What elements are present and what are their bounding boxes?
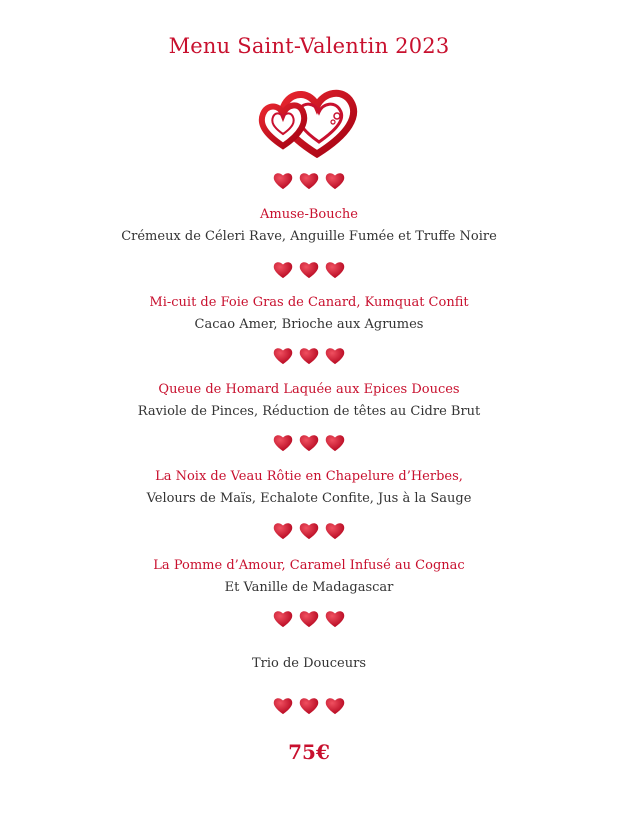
- heart-icon: [324, 346, 346, 366]
- heart-icon: [324, 521, 346, 541]
- heart-icon: [272, 609, 294, 629]
- heart-icon: [298, 433, 320, 453]
- heart-divider: [0, 521, 618, 541]
- heart-icon: [272, 696, 294, 716]
- heart-divider: [0, 346, 618, 366]
- heart-divider: [0, 171, 618, 191]
- course-title: Mi-cuit de Foie Gras de Canard, Kumquat Confit: [149, 295, 469, 310]
- heart-icon: [272, 260, 294, 280]
- heart-icon: [272, 171, 294, 191]
- course-description: Crémeux de Céleri Rave, Anguille Fumée et Truffe Noire: [121, 229, 497, 244]
- course-description: Trio de Douceurs: [251, 656, 366, 671]
- course-title: La Pomme d’Amour, Caramel Infusé au Cognac: [153, 558, 465, 573]
- course-veau: [0, 466, 618, 510]
- heart-icon: [298, 171, 320, 191]
- heart-divider: [0, 260, 618, 280]
- course-title: Amuse-Bouche: [260, 207, 358, 222]
- course-douceurs: [0, 653, 618, 675]
- heart-icon: [324, 696, 346, 716]
- heart-divider: [0, 433, 618, 453]
- heart-icon: [324, 171, 346, 191]
- course-description: Cacao Amer, Brioche aux Agrumes: [194, 317, 424, 332]
- heart-icon: [298, 346, 320, 366]
- course-pomme: [0, 555, 618, 599]
- course-homard: [0, 379, 618, 423]
- heart-icon: [298, 609, 320, 629]
- heart-icon: [324, 609, 346, 629]
- heart-icon: [272, 521, 294, 541]
- menu-price: 75€: [288, 740, 330, 764]
- heart-icon: [298, 521, 320, 541]
- course-description: Velours de Maïs, Echalote Confite, Jus à la Sauge: [146, 491, 472, 506]
- heart-icon: [272, 346, 294, 366]
- heart-icon: [324, 260, 346, 280]
- heart-icon: [298, 696, 320, 716]
- heart-icon: [298, 260, 320, 280]
- heart-divider: [0, 609, 618, 629]
- double-heart-icon: [255, 82, 363, 158]
- menu-title: Menu Saint-Valentin 2023: [168, 34, 450, 58]
- course-description: Et Vanille de Madagascar: [224, 580, 394, 595]
- course-foie-gras: [0, 292, 618, 336]
- heart-icon: [272, 433, 294, 453]
- heart-icon: [324, 433, 346, 453]
- course-description: Raviole de Pinces, Réduction de têtes au Cidre Brut: [137, 404, 481, 419]
- course-amuse-bouche: [0, 204, 618, 248]
- course-title: La Noix de Veau Rôtie en Chapelure d’Herbes,: [155, 469, 463, 484]
- course-title: Queue de Homard Laquée aux Epices Douces: [158, 382, 460, 397]
- heart-divider: [0, 696, 618, 716]
